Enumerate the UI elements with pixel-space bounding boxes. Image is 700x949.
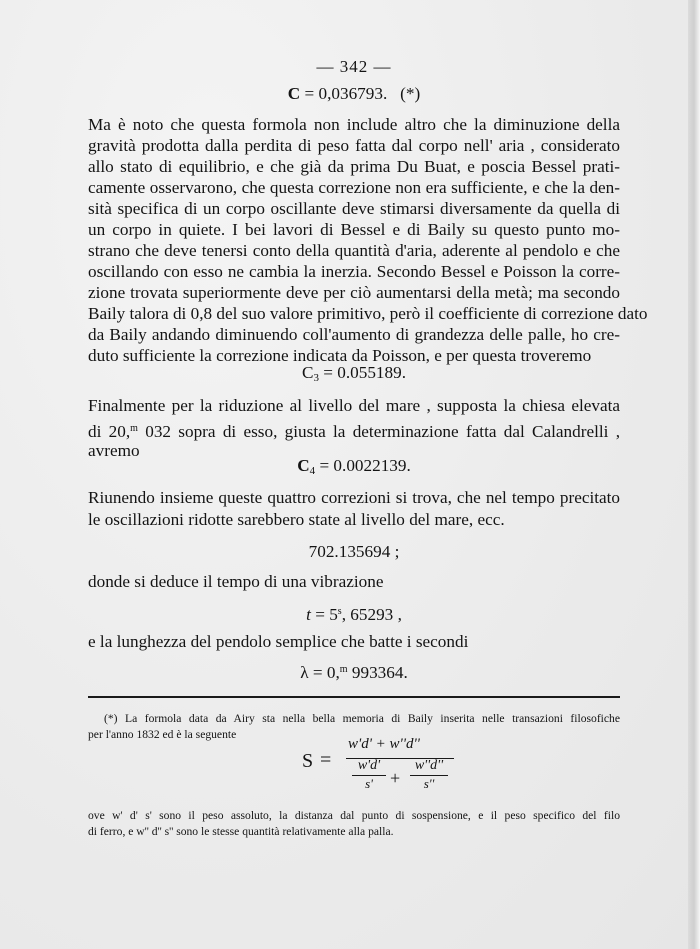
text-fragment: di 20, [88,422,131,441]
footnote-line: di ferro, e w'' d'' s'' sono le stesse quantità relativamente alla palla. [88,825,394,838]
equation-c3-subscript: 3 [313,372,319,384]
equation-c [88,83,620,104]
equation-c4-lhs: C [297,456,310,475]
equation-lambda [88,659,620,683]
text-line: allo stato di equilibrio, e che già da prima Du Buat, e poscia Bessel prati- [88,157,620,176]
equation-t [88,601,620,625]
text-fragment: 032 sopra di esso, giusta la determinazione fatta dal Calandrelli , [137,422,621,441]
superscript: m [339,664,348,675]
equation-c3-lhs: C [301,363,314,382]
equation-total: 702.135694 ; [308,542,400,561]
footnote-marker: (*) [400,84,421,103]
equation-lambda-rhs: 993364. [347,663,408,682]
formula-denominator-term1-num: w'd' [357,758,381,773]
text-line: Riunendo insieme queste quattro correzioni si trova, che nel tempo precitato [88,488,620,507]
equation-lambda-lhs: λ [300,663,309,682]
equation-t-eq: = 5 [310,605,338,624]
equation-c4 [88,455,620,482]
text-line: gravità prodotta dalla perdita di peso fatta dal corpo nell' aria , considerato [88,136,620,155]
equation-c4-subscript: 4 [309,465,316,477]
text-line: camente osservarono, che questa correzione non era sufficiente, e che la den- [88,178,620,197]
footnote-line: per l'anno 1832 ed è la seguente [88,728,237,741]
formula-numerator: w'd' + w''d'' [348,736,420,752]
equation-lambda-eq: = 0, [308,663,340,682]
text-line: da Baily andando diminuendo coll'aumento di grandezza delle palle, ho cre- [88,325,620,344]
equation-c-rhs: = 0,036793. [304,84,388,103]
text-line: Baily talora di 0,8 del suo valore primitivo, però il coefficiente di correzione dato [88,304,648,323]
footnote-line: (*) La formola data da Airy sta nella bella memoria di Baily inserita nelle transazioni filosofiche [104,712,620,725]
text-line: Finalmente per la riduzione al livello del mare , supposta la chiesa elevata [88,396,620,415]
footnote-divider [88,696,620,698]
formula-denominator-term2-num: w''d'' [414,758,444,773]
text-line: sità specifica di un corpo oscillante deve stimarsi diversamente da quella di [88,199,620,218]
text-line: avremo [88,441,140,460]
formula-denominator-term2-den: s'' [423,776,435,791]
superscript: m [130,423,138,434]
paragraph-4: donde si deduce il tempo di una vibrazione [88,572,384,591]
equation-c3 [88,362,620,389]
text-line: duto sufficiente la correzione indicata da Poisson, e per questa troveremo [88,346,592,365]
formula-equals: = [320,749,332,771]
superscript: s [337,606,342,617]
formula-plus: + [390,768,401,788]
footnote-formula [302,738,472,798]
equation-t-rhs: , 65293 , [341,605,402,624]
text-line: Ma è noto che questa formola non include altro che la diminuzione della [88,115,620,134]
page-edge-shadow [688,0,700,949]
text-line: strano che deve tenersi conto della quantità d'aria, aderente al pendolo e che [88,241,620,260]
equation-c4-rhs: = 0.0022139. [315,456,411,475]
footnote-line: ove w' d' s' sono il peso assoluto, la distanza dal punto di sospensione, e il peso specifico del filo [88,809,620,822]
equation-c-lhs: C [287,84,301,103]
formula-lhs: S [302,750,314,772]
text-line: un corpo in quiete. I bei lavori di Bessel e di Baily su questo punto mo- [88,220,620,239]
text-line: zione trovata superiormente deve per ciò aumentarsi della metà; ma secondo [88,283,620,302]
text-line [88,418,620,442]
formula-denominator-term1-den: s' [365,776,373,791]
text-line: le oscillazioni ridotte sarebbero state al livello del mare, ecc. [88,510,505,529]
paragraph-5: e la lunghezza del pendolo semplice che batte i secondi [88,632,469,651]
page-number: — 342 — [316,57,392,76]
text-line: oscillando con esso ne cambia la inerzia. Secondo Bessel e Poisson la corre- [88,262,620,281]
equation-c3-rhs: = 0.055189. [318,363,406,382]
equation-t-lhs: t [306,605,311,624]
